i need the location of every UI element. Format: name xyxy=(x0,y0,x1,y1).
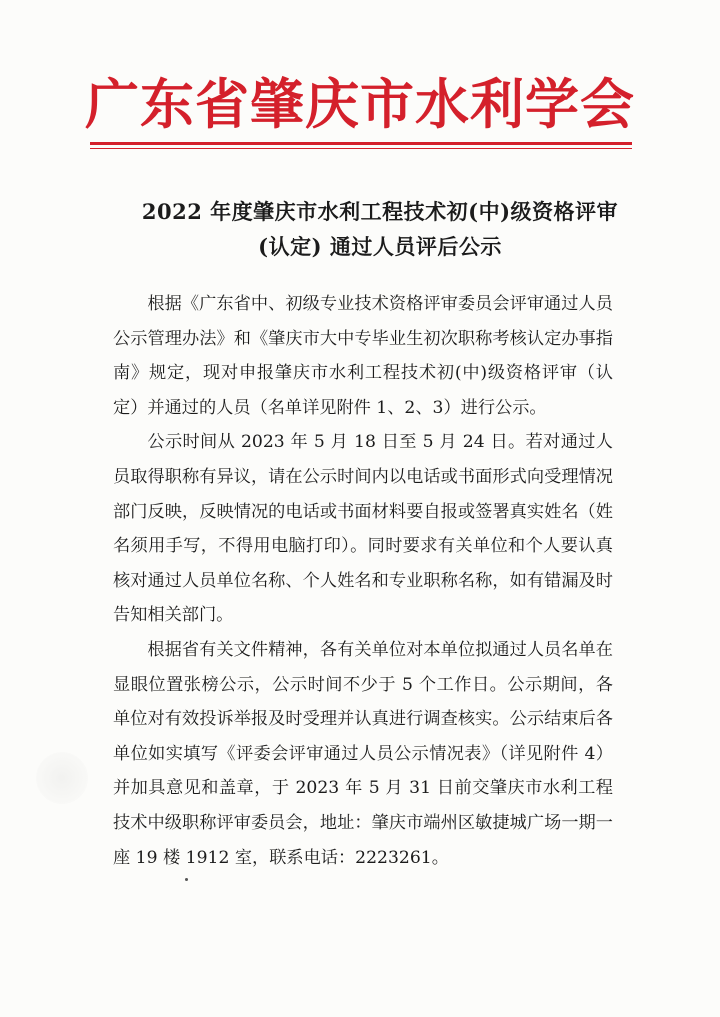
document-body xyxy=(113,287,613,875)
body-paragraph-2: 公示时间从 2023 年 5 月 18 日至 5 月 24 日。若对通过人员取得职称有异议，请在公示时间内以电话或书面形式向受理情况部门反映，反映情况的电话或书面材料要自报或签署真实姓名（姓名须用手写，不得用电脑打印）。同时要求有关单位和个人要认真核对通过人员单位名称、个人姓名和专业职称名称，如有错漏及时告知相关部门。 xyxy=(113,432,613,626)
body-paragraph-3: 根据省有关文件精神，各有关单位对本单位拟通过人员名单在显眼位置张榜公示，公示时间不少于 5 个工作日。公示期间，各单位对有效投诉举报及时受理并认真进行调查核实。公示结束后各单位如实填写《评委会评审通过人员公示情况表》（详见附件 4）并加具意见和盖章，于 2023 年 5 月 31 日前交肇庆市水利工程技术中级职称评审委员会，地址：肇庆市端州区敏捷城广场一期一座 19 楼 1912 室，联系电话：2223261。 xyxy=(113,639,613,868)
document-title-line-1: 2022 年度肇庆市水利工程技术初(中)级资格评审 xyxy=(141,199,619,224)
letterhead-org-name: 广东省肇庆市水利学会 xyxy=(85,73,635,136)
faint-seal-mark xyxy=(36,752,88,804)
stray-dot-mark xyxy=(185,878,188,881)
letterhead-rule-thick xyxy=(90,142,632,145)
letterhead-rule-thin xyxy=(90,148,632,149)
document-title-line-2: (认定) 通过人员评后公示 xyxy=(258,234,502,259)
body-paragraph-1: 根据《广东省中、初级专业技术资格评审委员会评审通过人员公示管理办法》和《肇庆市大中专毕业生初次职称考核认定办事指南》规定，现对申报肇庆市水利工程技术初(中)级资格评审（认定）并通过的人员（名单详见附件 1、2、3）进行公示。 xyxy=(113,294,613,418)
